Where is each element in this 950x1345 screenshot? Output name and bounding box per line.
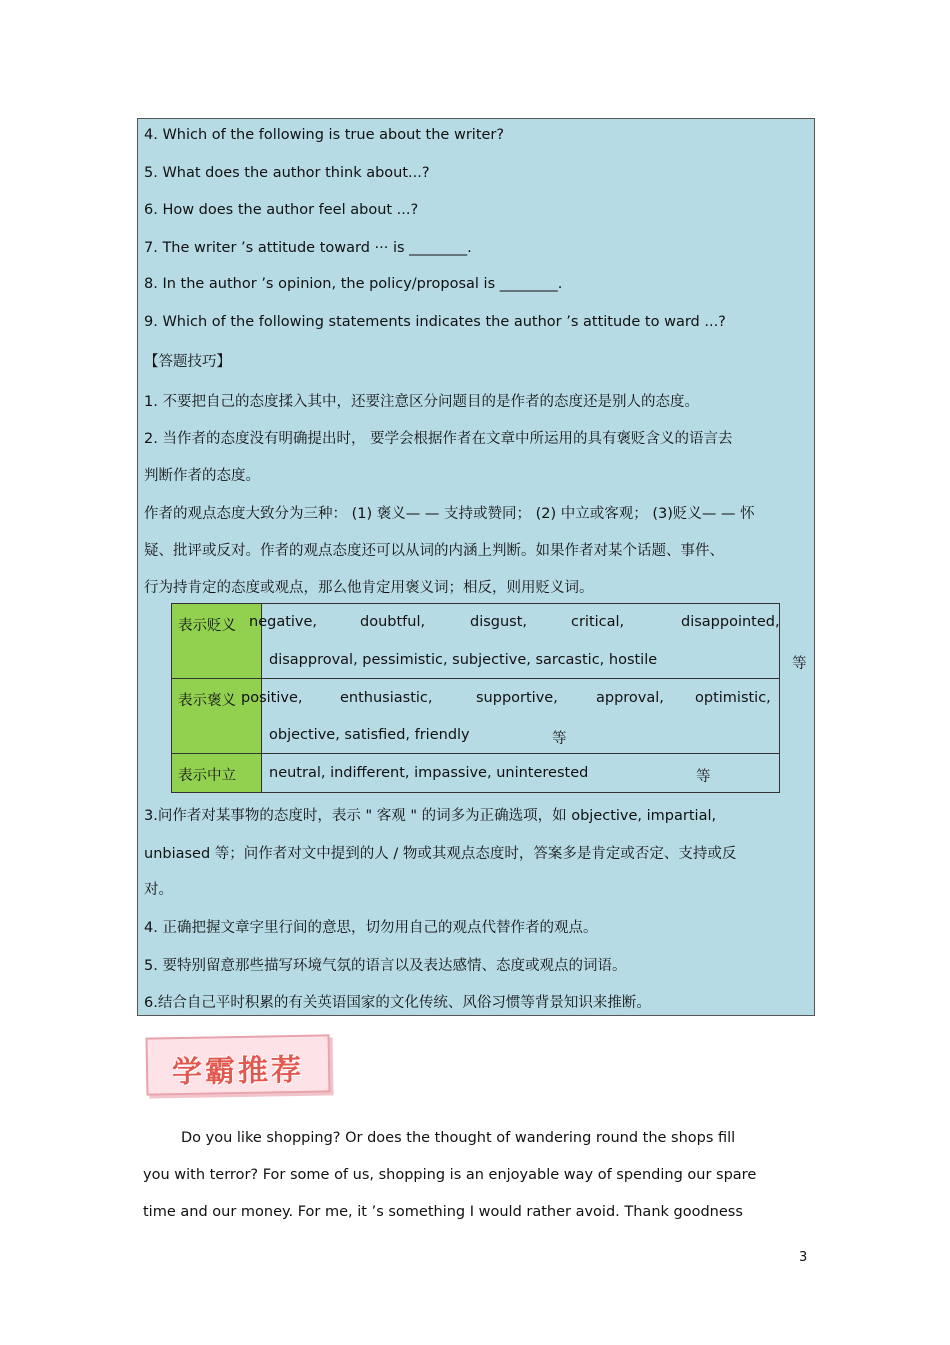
attitude-types-cont1: 疑、批评或反对。作者的观点态度还可以从词的内涵上判断。如果作者对某个话题、事件、: [144, 543, 724, 559]
question-8: 8. In the author ’s opinion, the policy/proposal is ________.: [144, 276, 563, 292]
question-5: 5. What does the author think about...?: [144, 165, 430, 181]
word-cell: approval,: [596, 690, 664, 706]
table-row-negative: [172, 604, 807, 679]
passage-line-1: Do you like shopping? Or does the thought of wandering round the shops fill: [181, 1130, 736, 1146]
passage-line-3: time and our money. For me, it ’s something I would rather avoid. Thank goodness: [143, 1204, 743, 1220]
tip-6: 6.结合自己平时积累的有关英语国家的文化传统、风俗习惯等背景知识来推断。: [144, 995, 651, 1011]
suffix-cell: 等: [696, 769, 711, 785]
word-cell: disapproval, pessimistic, subjective, sarcastic, hostile: [269, 652, 658, 668]
page-number: 3: [799, 1250, 808, 1265]
word-cell: optimistic,: [695, 690, 771, 706]
word-cell: supportive,: [476, 690, 558, 706]
table-row-neutral: [172, 754, 779, 792]
tip-2: 2. 当作者的态度没有明确提出时， 要学会根据作者在文章中所运用的具有褒贬含义的语言去: [144, 431, 733, 447]
word-cell: critical,: [571, 614, 625, 630]
word-cell: neutral, indifferent, impassive, uninterested: [269, 765, 589, 781]
word-cell: positive,: [241, 690, 303, 706]
word-cell: objective, satisfied, friendly: [269, 727, 470, 743]
tips-heading: 【答题技巧】: [144, 354, 231, 370]
word-cell: doubtful,: [360, 614, 426, 630]
label-neutral: 表示中立: [178, 768, 236, 784]
label-negative: 表示贬义: [178, 618, 236, 634]
question-7: 7. The writer ’s attitude toward ··· is ________.: [144, 240, 472, 256]
tip-3-end: 对。: [144, 882, 173, 898]
suffix-cell: 等: [552, 731, 567, 747]
label-positive: 表示褒义: [178, 693, 236, 709]
word-cell: negative,: [249, 614, 318, 630]
question-4: 4. Which of the following is true about the writer?: [144, 127, 505, 143]
question-6: 6. How does the author feel about ...?: [144, 202, 419, 218]
passage-line-2: you with terror? For some of us, shopping is an enjoyable way of spending our spare: [143, 1167, 757, 1183]
attitude-types-cont2: 行为持肯定的态度或观点，那么他肯定用褒义词；相反，则用贬义词。: [144, 580, 594, 596]
table-label-cell: [172, 754, 262, 792]
stamp-text: 学霸推荐: [171, 1052, 305, 1091]
attitude-word-table: [171, 603, 807, 793]
suffix-cell: 等: [792, 656, 807, 672]
tip-3: 3.问作者对某事物的态度时，表示 " 客观 " 的词多为正确选项，如 objective, impartial,: [144, 808, 717, 824]
word-cell: enthusiastic,: [340, 690, 433, 706]
tip-3-cont: unbiased 等；问作者对文中提到的人 / 物或其观点态度时，答案多是肯定或否定、支持或反: [144, 846, 737, 862]
word-cell: disgust,: [470, 614, 528, 630]
question-9: 9. Which of the following statements indicates the author ’s attitude to ward ...?: [144, 314, 726, 330]
question-box: [137, 118, 815, 1016]
word-cell: disappointed,: [681, 614, 780, 630]
recommend-stamp: [146, 1034, 331, 1095]
tip-4: 4. 正确把握文章字里行间的意思，切勿用自己的观点代替作者的观点。: [144, 920, 598, 936]
tip-1: 1. 不要把自己的态度揉入其中，还要注意区分问题目的是作者的态度还是别人的态度。: [144, 394, 699, 410]
attitude-types: 作者的观点态度大致分为三种： (1) 褒义— — 支持或赞同； (2) 中立或客观； (3)贬义— — 怀: [144, 506, 755, 522]
table-row-positive: [172, 679, 779, 754]
tip-2-cont: 判断作者的态度。: [144, 468, 260, 484]
tip-5: 5. 要特别留意那些描写环境气氛的语言以及表达感情、态度或观点的词语。: [144, 958, 627, 974]
